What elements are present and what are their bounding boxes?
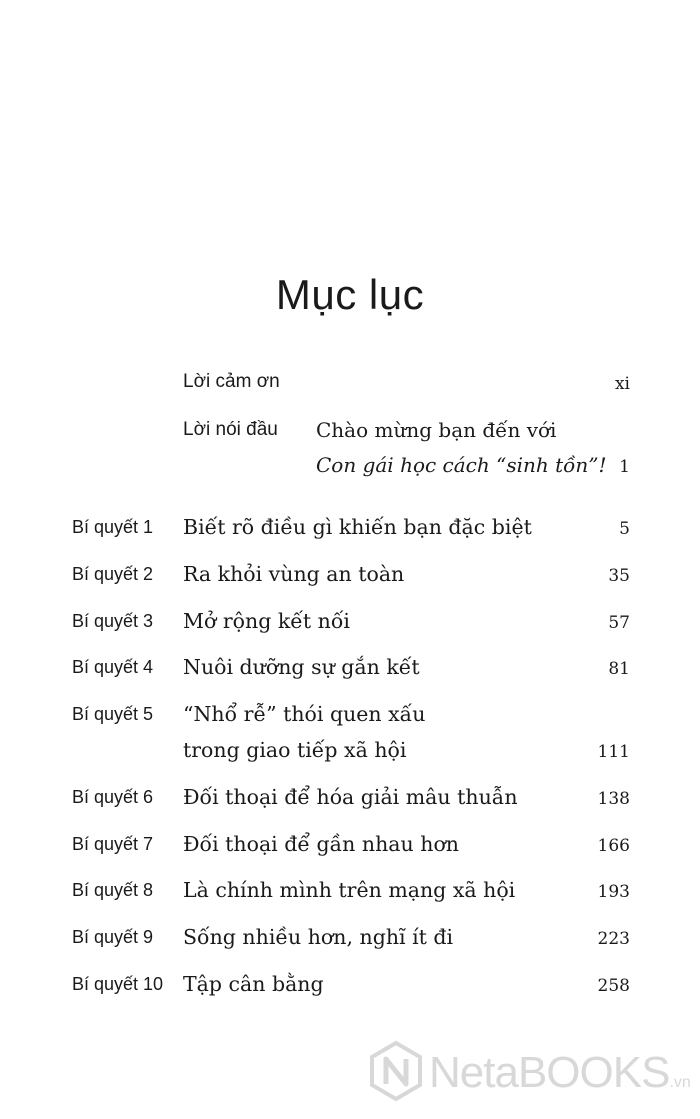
chapter-title: Biết rõ điều gì khiến bạn đặc biệt [183,515,532,539]
watermark-brand: NetaBOOKS [429,1048,670,1097]
front-matter-text-preface: Chào mừng bạn đến với [316,418,557,442]
chapter-page: 57 [608,613,630,633]
chapter-label: Bí quyết 1 [72,517,154,537]
front-matter-page-preface: 1 [619,457,630,477]
n-hexagon-logo-icon [365,1040,427,1102]
front-matter-label-preface: Lời nói đầu [183,419,278,440]
page-title: Mục lục [275,271,425,319]
watermark [365,1040,691,1102]
watermark-text [429,1048,691,1098]
watermark-suffix: .vn [669,1074,691,1091]
chapter-title: Đối thoại để gần nhau hơn [183,832,459,856]
chapter-page: 193 [597,882,630,902]
chapter-page: 111 [597,742,630,762]
chapter-label: Bí quyết 7 [72,834,154,854]
chapter-label: Bí quyết 8 [72,880,154,900]
chapter-page: 35 [608,566,630,586]
chapter-page: 5 [619,519,630,539]
chapter-title-line-2: trong giao tiếp xã hội [183,738,407,762]
chapter-title: Nuôi dưỡng sự gắn kết [183,655,420,679]
chapter-title: Sống nhiều hơn, nghĩ ít đi [183,925,454,949]
chapter-title: Đối thoại để hóa giải mâu thuẫn [183,785,518,809]
chapter-page: 138 [597,789,630,809]
chapter-page: 81 [608,659,630,679]
front-matter-label-acknowledgements: Lời cảm ơn [183,371,280,392]
chapter-title: Ra khỏi vùng an toàn [183,562,405,586]
chapter-title: Mở rộng kết nối [183,609,350,633]
chapter-label: Bí quyết 6 [72,787,154,807]
chapter-label: Bí quyết 5 [72,704,154,724]
chapter-page: 223 [597,929,630,949]
front-matter-page-acknowledgements: xi [614,374,630,394]
chapter-page: 258 [597,976,630,996]
chapter-label: Bí quyết 3 [72,611,154,631]
chapter-label: Bí quyết 4 [72,657,154,677]
chapter-label: Bí quyết 2 [72,564,154,584]
chapter-title: Là chính mình trên mạng xã hội [183,878,516,902]
chapter-page: 166 [597,836,630,856]
chapter-label: Bí quyết 9 [72,927,154,947]
chapter-title: Tập cân bằng [183,972,324,996]
chapter-label: Bí quyết 10 [72,974,164,994]
front-matter-text-preface-italic: Con gái học cách “sinh tồn”! [316,453,607,477]
chapter-title: “Nhổ rễ” thói quen xấu [183,702,426,726]
